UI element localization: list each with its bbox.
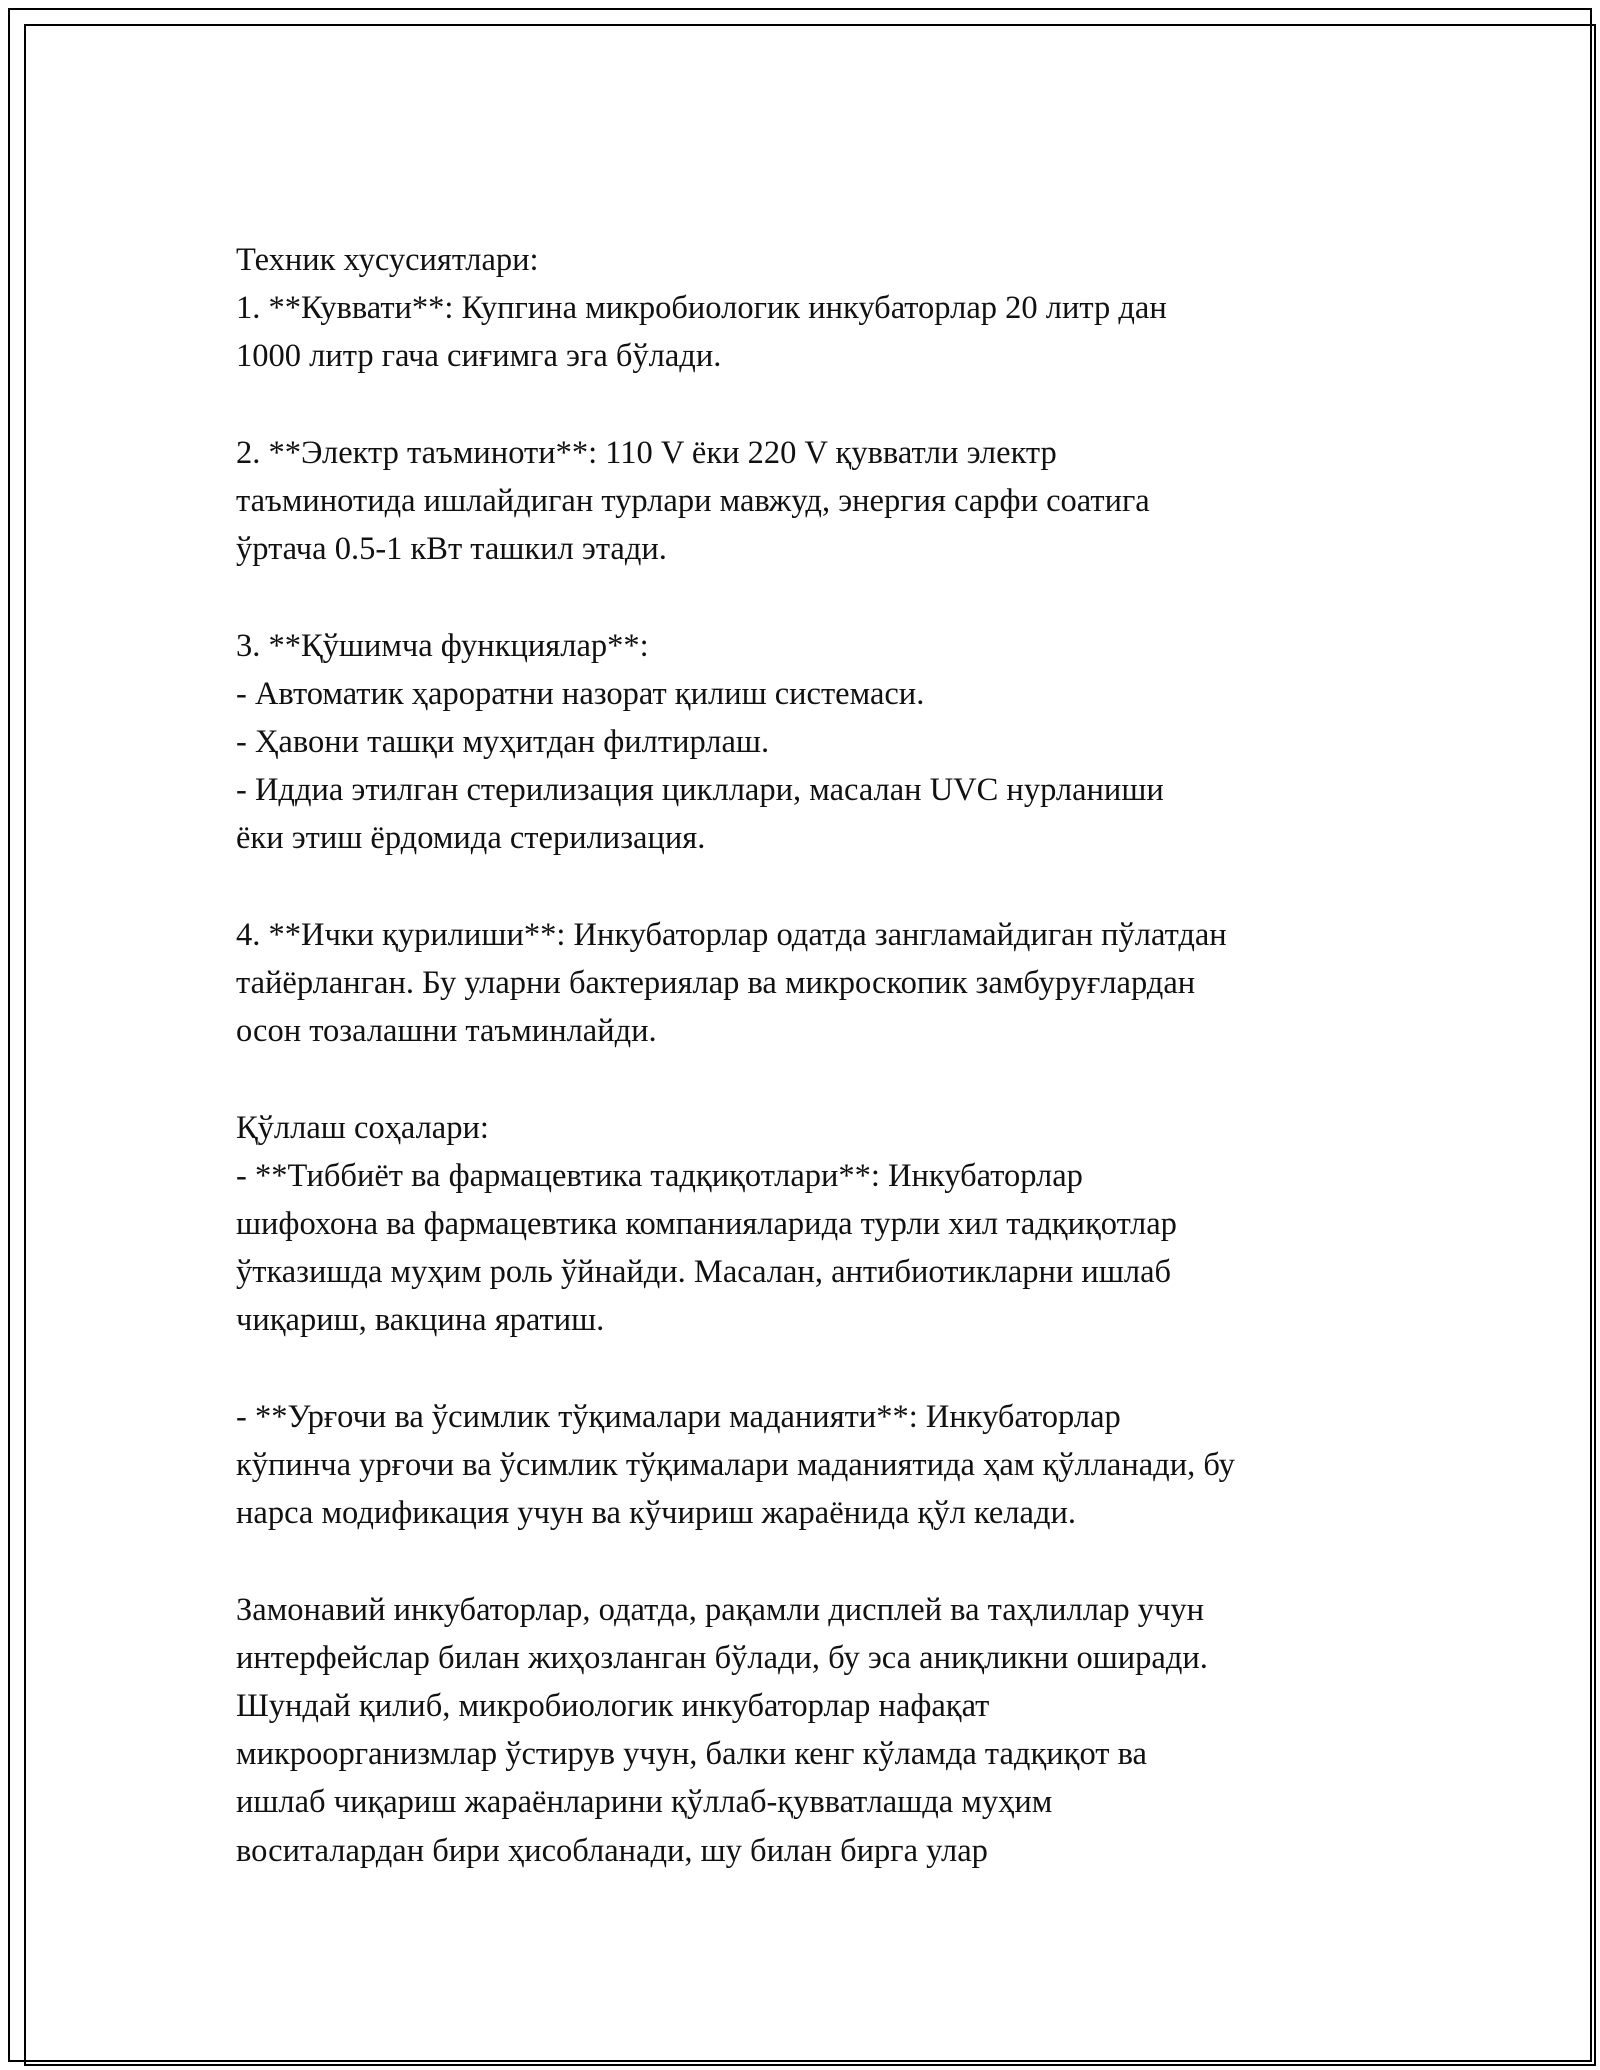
- text-line: шифохона ва фармацевтика компанияларида турли хил тадқиқотлар: [236, 1206, 1177, 1242]
- list-item: - Автоматик ҳароратни назорат қилиш системаси.: [236, 675, 925, 712]
- text-line: ёки этиш ёрдомида стерилизация.: [236, 820, 706, 857]
- blank-line: [236, 573, 1396, 621]
- text-line: осон тозалашни таъминлайди.: [236, 1013, 657, 1050]
- text-line: Шундай қилиб, микробиологик инкубаторлар нафақат: [236, 1688, 990, 1724]
- blank-line: [236, 863, 1396, 911]
- text-line: тайёрланган. Бу уларни бактериялар ва микроскопик замбуруғлардан: [236, 965, 1196, 1001]
- text-line: нарса модификация учун ва кўчириш жараёнида қўл келади.: [236, 1495, 1077, 1532]
- text-line: микроорганизмлар ўстирув учун, балки кенг кўламда тадқиқот ва: [236, 1736, 1147, 1773]
- section-heading-specs: Техник хусусиятлари:: [236, 242, 539, 278]
- text-line: 4. **Ички қурилиши**: Инкубаторлар одатда зангламайдиган пўлатдан: [236, 916, 1227, 953]
- text-line: 1. **Куввати**: Купгина микробиологик инкубаторлар 20 литр дан: [236, 290, 1167, 327]
- text-line: 3. **Қўшимча функциялар**:: [236, 627, 649, 664]
- blank-line: [236, 1055, 1396, 1103]
- list-item: - Иддиа этилган стерилизация цикллари, масалан UVC нурланиши: [236, 772, 1164, 809]
- text-line: ўтказишда муҳим роль ўйнайди. Масалан, антибиотикларни ишлаб: [236, 1254, 1172, 1291]
- text-line: Замонавий инкубаторлар, одатда, рақамли дисплей ва таҳлиллар учун: [236, 1591, 1204, 1628]
- text-line: ишлаб чиқариш жараёнларини қўллаб-қувватлашда муҳим: [236, 1784, 1053, 1821]
- blank-line: [236, 1345, 1396, 1393]
- text-line: воситалардан бири ҳисобланади, шу билан бирга улар: [236, 1832, 988, 1869]
- text-line: 2. **Электр таъминоти**: 110 V ёки 220 V қувватли электр: [236, 434, 1057, 471]
- text-line: интерфейслар билан жиҳозланган бўлади, бу эса аниқликни оширади.: [236, 1639, 1208, 1676]
- list-item: - Ҳавони ташқи муҳитдан филтирлаш.: [236, 724, 770, 760]
- blank-line: [236, 1537, 1396, 1585]
- section-heading-applications: Қўллаш соҳалари:: [236, 1109, 489, 1146]
- text-line: таъминотида ишлайдиган турлари мавжуд, энергия сарфи соатига: [236, 483, 1150, 519]
- text-line: ўртача 0.5-1 кВт ташкил этади.: [236, 531, 667, 568]
- text-line: - **Урғочи ва ўсимлик тўқималари маданияти**: Инкубаторлар: [236, 1398, 1121, 1435]
- text-line: чиқариш, вакцина яратиш.: [236, 1302, 605, 1339]
- document-body: [236, 236, 1396, 1875]
- text-line: кўпинча урғочи ва ўсимлик тўқималари маданиятида ҳам қўлланади, бу: [236, 1447, 1235, 1483]
- text-line: 1000 литр гача сиғимга эга бўлади.: [236, 338, 722, 375]
- blank-line: [236, 381, 1396, 429]
- text-line: - **Тиббиёт ва фармацевтика тадқиқотлари**: Инкубаторлар: [236, 1157, 1083, 1194]
